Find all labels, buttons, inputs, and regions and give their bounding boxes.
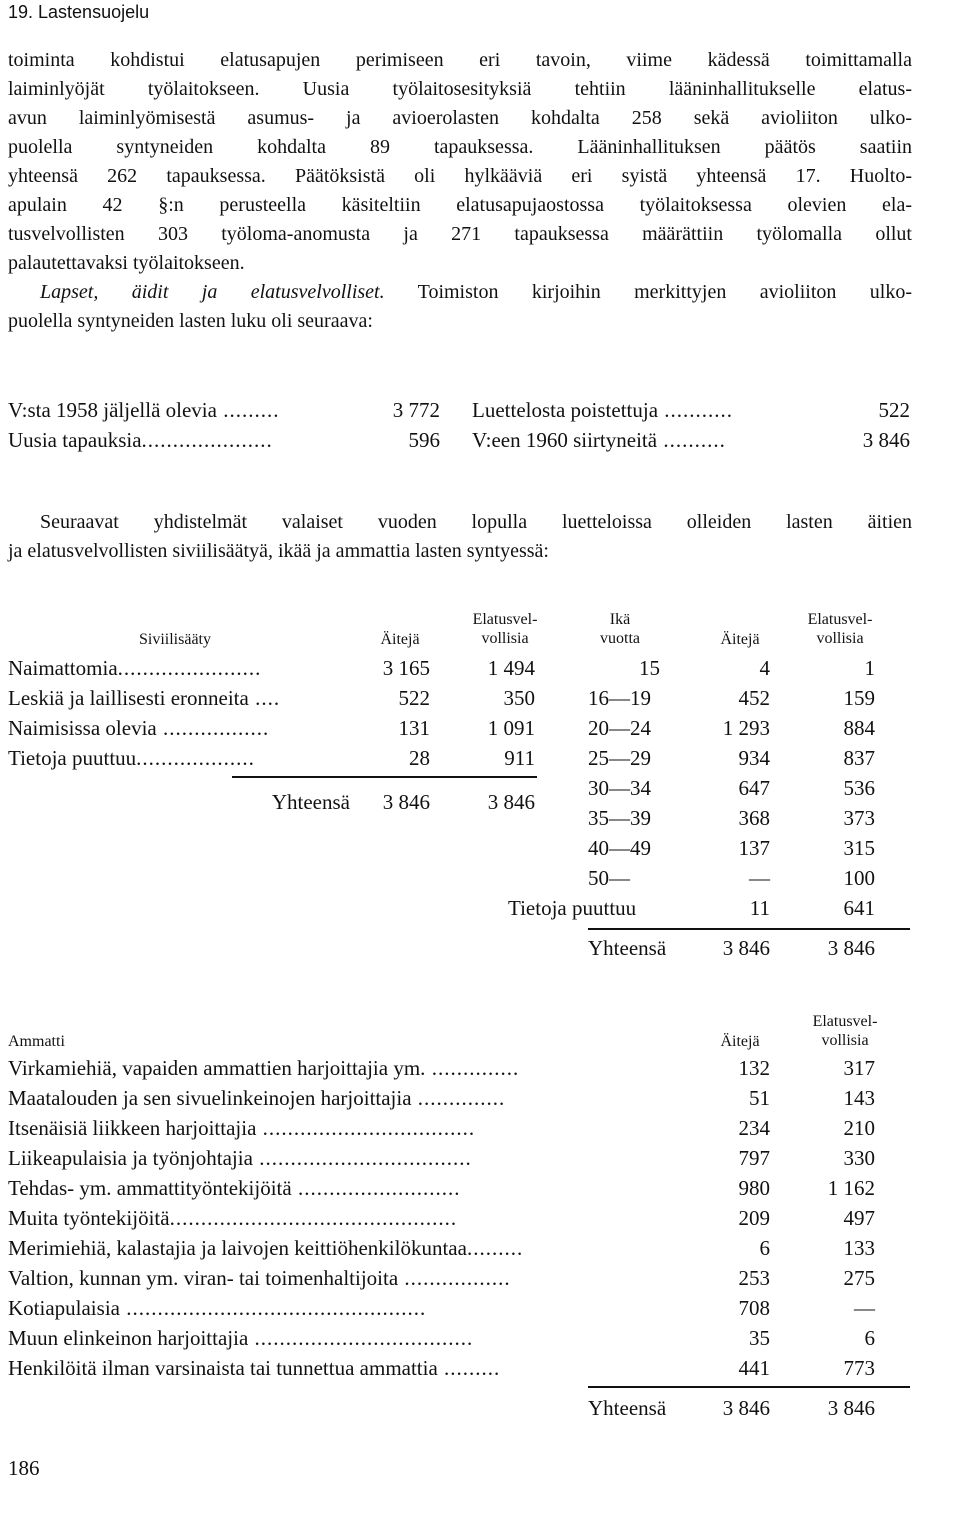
civil-row-mothers: 522 <box>398 686 430 710</box>
occupation-row-mothers: 209 <box>738 1206 770 1230</box>
civil-row-obligors: 350 <box>503 686 535 710</box>
age-row-age: 20—24 <box>588 716 651 740</box>
civil-row-obligors: 1 494 <box>487 656 535 680</box>
age-row-age: 35—39 <box>588 806 651 830</box>
intro-line: palautettavaksi työlaitokseen. <box>8 252 245 274</box>
age-row-mothers: 137 <box>738 836 770 860</box>
age-header-mothers: Äitejä <box>720 631 760 648</box>
age-row-mothers: 4 <box>759 656 770 680</box>
occupation-row-obligors: 275 <box>843 1266 875 1290</box>
civil-row-obligors: 1 091 <box>487 716 535 740</box>
summary-right-label: Luettelosta poistettuja ........... <box>472 398 734 422</box>
age-row-obligors: 884 <box>843 716 875 740</box>
occupation-row-obligors: 1 162 <box>827 1176 875 1200</box>
civil-row-mothers: 3 165 <box>382 656 430 680</box>
summary-right-label: V:een 1960 siirtyneitä .......... <box>472 428 726 452</box>
occupation-header-mothers: Äitejä <box>720 1033 760 1050</box>
intro-paragraph <box>8 46 912 336</box>
age-row-obligors: 1 <box>864 656 875 680</box>
summary-left-value: 3 772 <box>392 398 440 422</box>
occupation-row-label: Tehdas- ym. ammattityöntekijöitä .......................... <box>8 1176 461 1200</box>
summary-left-label: Uusia tapauksia..................... <box>8 428 273 452</box>
occupation-total-label: Yhteensä <box>588 1396 667 1420</box>
civil-row-mothers: 28 <box>409 746 430 770</box>
civil-header-mothers: Äitejä <box>380 631 420 648</box>
occupation-row-obligors: 317 <box>843 1056 875 1080</box>
occupation-row-mothers: 441 <box>738 1356 770 1380</box>
intro-line: avun laiminlyömisestä asumus- ja avioerolasten kohdalta 258 sekä avioliiton ulko- <box>8 107 912 129</box>
age-row-mothers: 452 <box>738 686 770 710</box>
occupation-row-label: Itsenäisiä liikkeen harjoittajia .................................. <box>8 1116 476 1140</box>
age-missing-obligors: 641 <box>843 896 875 920</box>
age-row-mothers: 1 293 <box>722 716 770 740</box>
occupation-row-mothers: 6 <box>759 1236 770 1260</box>
civil-total-obligors: 3 846 <box>487 790 535 814</box>
occupation-row-obligors: 133 <box>843 1236 875 1260</box>
occupation-row-label: Valtion, kunnan ym. viran- tai toimenhaltijoita ................. <box>8 1266 511 1290</box>
occupation-row-mothers: 51 <box>749 1086 770 1110</box>
age-row-mothers: — <box>749 866 770 890</box>
subheading-line <box>8 278 912 307</box>
occupation-row-obligors: — <box>854 1296 875 1320</box>
age-total-rule <box>588 928 910 930</box>
occupation-row-label: Henkilöitä ilman varsinaista tai tunnettua ammattia ......... <box>8 1356 501 1380</box>
occupation-header-label: Ammatti <box>8 1033 65 1050</box>
occupation-total-mothers: 3 846 <box>722 1396 770 1420</box>
age-header-obligors: Elatusvel- vollisia <box>807 611 873 647</box>
occupation-row-label: Liikeapulaisia ja työnjohtajia .................................. <box>8 1146 472 1170</box>
occupation-row-label: Kotiapulaisia ................................................ <box>8 1296 427 1320</box>
civil-row-label: Tietoja puuttuu................... <box>8 746 255 770</box>
intro-line: puolella syntyneiden kohdalta 89 tapauksessa. Lääninhallituksen päätös saatiin <box>8 136 912 158</box>
occupation-row-mothers: 708 <box>738 1296 770 1320</box>
age-row-age: 15 <box>639 656 660 680</box>
civil-row-label: Leskiä ja laillisesti eronneita .... <box>8 686 281 710</box>
paragraph-2-line: ja elatusvelvollisten siviilisäätyä, ikää ja ammattia lasten syntyessä: <box>8 540 549 562</box>
occupation-row-obligors: 497 <box>843 1206 875 1230</box>
summary-right-value: 522 <box>878 398 910 422</box>
civil-row-label: Naimisissa olevia ................. <box>8 716 270 740</box>
age-row-obligors: 536 <box>843 776 875 800</box>
age-total-mothers: 3 846 <box>722 936 770 960</box>
intro-line: puolella syntyneiden lasten luku oli seuraava: <box>8 310 373 332</box>
age-row-obligors: 100 <box>843 866 875 890</box>
age-row-mothers: 934 <box>738 746 770 770</box>
civil-header-obligors: Elatusvel- vollisia <box>472 611 538 647</box>
age-row-age: 50— <box>588 866 630 890</box>
occupation-row-mothers: 132 <box>738 1056 770 1080</box>
age-row-age: 30—34 <box>588 776 651 800</box>
age-row-obligors: 837 <box>843 746 875 770</box>
intro-line: toiminta kohdistui elatusapujen perimiseen eri tavoin, viime kädessä toimittamalla <box>8 49 912 71</box>
occupation-row-label: Merimiehiä, kalastajia ja laivojen keittiöhenkilökuntaa......... <box>8 1236 524 1260</box>
civil-row-label: Naimattomia....................... <box>8 656 262 680</box>
occupation-row-obligors: 210 <box>843 1116 875 1140</box>
age-row-age: 16—19 <box>588 686 651 710</box>
intro-line: laiminlyöjät työlaitokseen. Uusia työlaitosesityksiä tehtiin lääninhallitukselle elatus- <box>8 78 912 100</box>
summary-left-label: V:sta 1958 jäljellä olevia ......... <box>8 398 280 422</box>
subheading: Lapset, äidit ja elatusvelvolliset. <box>40 281 385 303</box>
age-row-mothers: 368 <box>738 806 770 830</box>
age-row-mothers: 647 <box>738 776 770 800</box>
civil-total-rule <box>232 776 537 778</box>
occupation-row-mothers: 253 <box>738 1266 770 1290</box>
paragraph-2 <box>8 508 912 566</box>
age-header-age: Ikä vuotta <box>600 611 640 647</box>
occupation-row-mothers: 234 <box>738 1116 770 1140</box>
civil-row-mothers: 131 <box>398 716 430 740</box>
occupation-row-obligors: 6 <box>864 1326 875 1350</box>
occupation-row-obligors: 143 <box>843 1086 875 1110</box>
age-row-age: 25—29 <box>588 746 651 770</box>
occupation-row-mothers: 980 <box>738 1176 770 1200</box>
civil-row-obligors: 911 <box>504 746 535 770</box>
summary-left-value: 596 <box>408 428 440 452</box>
intro-line: apulain 42 §:n perusteella käsiteltiin elatusapujaostossa työlaitoksessa olevien ela- <box>8 194 912 216</box>
age-row-obligors: 159 <box>843 686 875 710</box>
civil-header-label: Siviilisääty <box>139 631 211 648</box>
age-missing-mothers: 11 <box>749 896 770 920</box>
occupation-row-label: Muita työntekijöitä.............................................. <box>8 1206 458 1230</box>
intro-line: yhteensä 262 tapauksessa. Päätöksistä oli hylkääviä eri syistä yhteensä 17. Huolto- <box>8 165 912 187</box>
occupation-row-obligors: 330 <box>843 1146 875 1170</box>
age-missing-label: Tietoja puuttuu <box>508 896 637 920</box>
occupation-row-label: Virkamiehiä, vapaiden ammattien harjoittajia ym. .............. <box>8 1056 520 1080</box>
occupation-row-label: Maatalouden ja sen sivuelinkeinojen harjoittajia .............. <box>8 1086 506 1110</box>
occupation-row-obligors: 773 <box>843 1356 875 1380</box>
age-row-age: 40—49 <box>588 836 651 860</box>
civil-total-label: Yhteensä <box>271 790 350 814</box>
occupation-total-rule <box>588 1386 910 1388</box>
occupation-row-label: Muun elinkeinon harjoittajia ................................... <box>8 1326 474 1350</box>
page-number: 186 <box>8 1456 40 1480</box>
section-header: 19. Lastensuojelu <box>8 2 150 22</box>
age-row-obligors: 373 <box>843 806 875 830</box>
civil-total-mothers: 3 846 <box>382 790 430 814</box>
age-row-obligors: 315 <box>843 836 875 860</box>
occupation-header-obligors: Elatusvel- vollisia <box>812 1013 878 1049</box>
occupation-row-mothers: 797 <box>738 1146 770 1170</box>
age-total-obligors: 3 846 <box>827 936 875 960</box>
summary-right-value: 3 846 <box>862 428 910 452</box>
paragraph-2-line: Seuraavat yhdistelmät valaiset vuoden lopulla luetteloissa olleiden lasten äitien <box>40 511 912 533</box>
occupation-row-mothers: 35 <box>749 1326 770 1350</box>
subheading-rest: Toimiston kirjoihin merkittyjen avioliiton ulko- <box>384 281 912 303</box>
occupation-total-obligors: 3 846 <box>827 1396 875 1420</box>
age-total-label: Yhteensä <box>588 936 667 960</box>
intro-line: tusvelvollisten 303 työloma-anomusta ja 271 tapauksessa määrättiin työlomalla ollut <box>8 223 912 245</box>
